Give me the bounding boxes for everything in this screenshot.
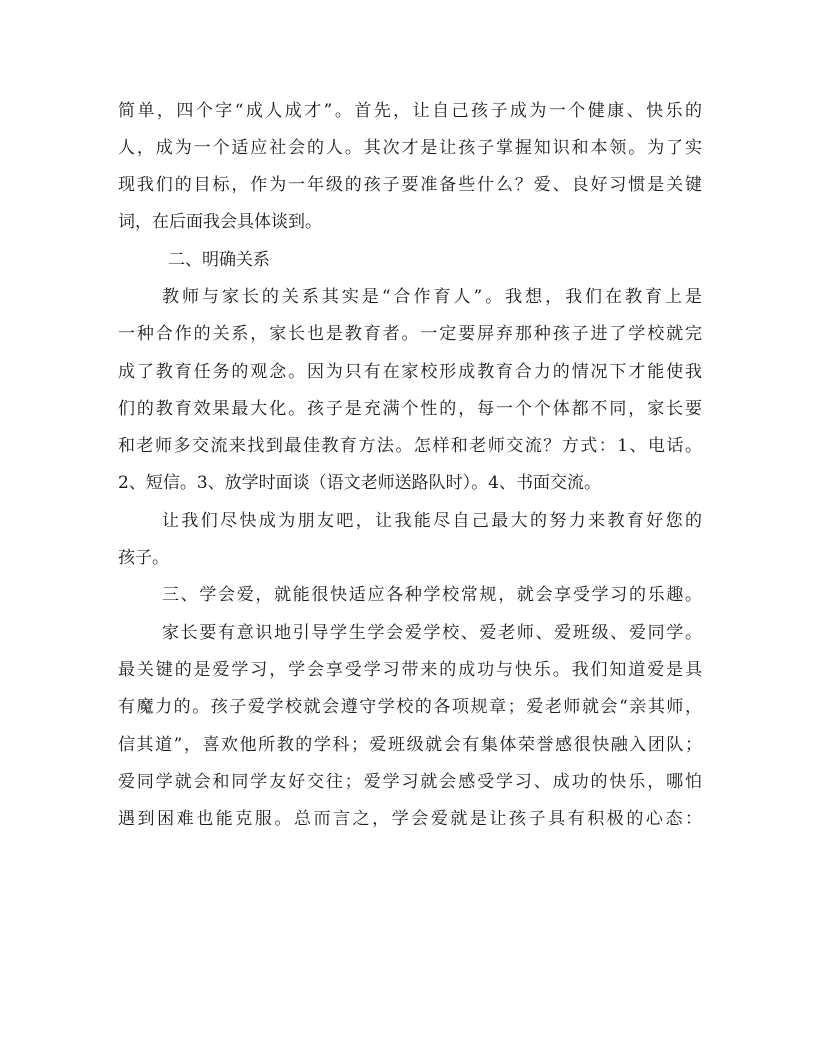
- body-line: 和老师多交流来找到最佳教育方法。怎样和老师交流？方式：1、电话。: [118, 436, 702, 456]
- body-line: 最关键的是爱学习，学会享受学习带来的成功与快乐。我们知道爱是具: [118, 660, 702, 680]
- body-line: 遇到困难也能克服。总而言之，学会爱就是让孩子具有积极的心态：: [118, 809, 702, 829]
- body-line: 爱同学就会和同学友好交往；爱学习就会感受学习、成功的快乐，哪怕: [118, 772, 702, 792]
- paragraph-first-line: 教师与家长的关系其实是“合作育人”。我想，我们在教育上是: [162, 287, 702, 307]
- body-line: 成了教育任务的观念。因为只有在家校形成教育合力的情况下才能使我: [118, 362, 702, 382]
- body-line: 人，成为一个适应社会的人。其次才是让孩子掌握知识和本领。为了实: [118, 138, 702, 158]
- body-line: 们的教育效果最大化。孩子是充满个性的，每一个个体都不同，家长要: [118, 399, 702, 419]
- body-line: 简单，四个字“成人成才”。首先，让自己孩子成为一个健康、快乐的: [118, 101, 702, 121]
- section-heading: 三、学会爱，就能很快适应各种学校常规，就会享受学习的乐趣。: [162, 585, 702, 605]
- paragraph-first-line: 家长要有意识地引导学生学会爱学校、爱老师、爱班级、爱同学。: [162, 623, 702, 643]
- body-line: 一种合作的关系，家长也是教育者。一定要屏弃那种孩子进了学校就完: [118, 324, 702, 344]
- body-line: 孩子。: [118, 548, 169, 568]
- body-line: 有魔力的。孩子爱学校就会遵守学校的各项规章；爱老师就会“亲其师，: [118, 697, 702, 717]
- section-heading: 二、明确关系: [168, 250, 270, 270]
- body-line: 现我们的目标，作为一年级的孩子要准备些什么？爱、良好习惯是关键: [118, 175, 702, 195]
- body-line: 词，在后面我会具体谈到。: [118, 212, 322, 232]
- body-line: 2、短信。3、放学时面谈（语文老师送路队时）。4、书面交流。: [118, 473, 601, 493]
- body-line: 信其道”，喜欢他所教的学科；爱班级就会有集体荣誉感很快融入团队；: [118, 735, 702, 755]
- paragraph-first-line: 让我们尽快成为朋友吧，让我能尽自己最大的努力来教育好您的: [162, 511, 702, 531]
